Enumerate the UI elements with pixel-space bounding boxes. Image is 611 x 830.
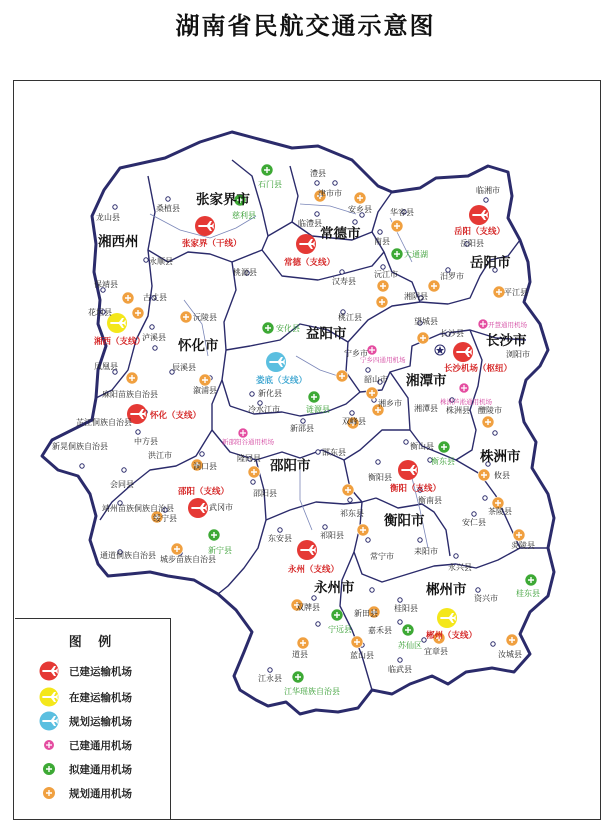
- county-label: 醴陵市: [478, 406, 502, 415]
- city-label: 长沙市: [486, 333, 527, 349]
- county-label: 宁乡市: [344, 349, 368, 358]
- legend: [15, 618, 171, 819]
- county-label: 洪江市: [148, 451, 172, 460]
- airport-label: 怀化（支线）: [150, 411, 202, 421]
- city-label: 郴州市: [426, 582, 467, 598]
- county-label: 望城县: [414, 317, 438, 326]
- general-airport-label: 衡东县: [431, 457, 455, 466]
- county-label: 武冈市: [209, 503, 233, 512]
- county-label: 永顺县: [149, 257, 173, 266]
- airport-label: 邵阳（支线）: [178, 487, 230, 497]
- county-label: 古丈县: [143, 293, 167, 302]
- county-label: 泸溪县: [142, 333, 166, 342]
- county-label: 邵阳县: [253, 489, 277, 498]
- general-airport-label: 桂东县: [516, 589, 540, 598]
- county-label: 绥宁县: [153, 514, 177, 523]
- county-label: 东安县: [268, 534, 292, 543]
- under-construction-airport-icon: [39, 687, 59, 707]
- airport-label: 衡阳（支线）: [390, 484, 442, 494]
- legend-item-built-transport: [39, 661, 132, 681]
- legend-item-proposed-general: [39, 759, 132, 779]
- county-label: 道县: [292, 650, 308, 659]
- county-label: 湘乡市: [378, 399, 402, 408]
- county-label: 临武县: [388, 665, 412, 674]
- county-label: 新化县: [258, 389, 282, 398]
- legend-label: 已建运输机场: [69, 665, 132, 678]
- general-airport-label: 涟源县: [306, 405, 330, 414]
- county-label: 沅江市: [374, 270, 398, 279]
- county-label: 南县: [374, 237, 390, 246]
- airport-label: 长沙机场（枢纽）: [444, 364, 513, 374]
- general-airport-label: 江华瑶族自治县: [284, 687, 340, 696]
- county-label: 衡阳县: [368, 473, 392, 482]
- county-label: 洞口县: [193, 462, 217, 471]
- planned-general-airport-icon: [39, 783, 59, 803]
- airport-label: 娄底（支线）: [256, 376, 308, 386]
- county-label: 浏阳市: [506, 350, 530, 359]
- general-airport-label: 大通湖: [404, 250, 428, 259]
- legend-item-planned-transport: [39, 711, 132, 731]
- city-label: 湘潭市: [406, 373, 447, 389]
- planned-transport-airport-icon: [39, 711, 59, 731]
- city-label: 邵阳市: [270, 458, 311, 474]
- county-label: 澧县: [310, 169, 326, 178]
- county-label: 永兴县: [448, 563, 472, 572]
- general-airport-label: 株洲芦淞通用机场: [440, 398, 492, 406]
- general-airport-label: 新宁县: [208, 546, 232, 555]
- county-label: 耒阳市: [414, 547, 438, 556]
- city-label: 永州市: [314, 580, 355, 596]
- built-transport-airport-icon: [39, 661, 59, 681]
- airport-label: 岳阳（支线）: [454, 227, 506, 237]
- city-label: 怀化市: [178, 338, 219, 354]
- county-label: 冷水江市: [248, 405, 280, 414]
- county-label: 长沙县: [440, 329, 464, 338]
- county-label: 宜章县: [424, 647, 448, 656]
- airport-label: 郴州（支线）: [426, 631, 478, 641]
- county-label: 花垣县: [88, 308, 112, 317]
- county-label: 安仁县: [462, 518, 486, 527]
- legend-item-built-general: [39, 735, 132, 755]
- legend-label: 拟建通用机场: [69, 763, 132, 776]
- general-airport-label: 安化县: [276, 324, 300, 333]
- county-label: 龙山县: [96, 213, 120, 222]
- county-label: 双牌县: [296, 603, 320, 612]
- city-label: 张家界市: [196, 192, 250, 208]
- county-label: 嘉禾县: [368, 626, 392, 635]
- county-label: 麻阳苗族自治县: [102, 390, 158, 399]
- county-label: 祁阳县: [320, 531, 344, 540]
- county-label: 邵东县: [322, 448, 346, 457]
- city-label: 益阳市: [306, 326, 347, 342]
- general-airport-label: 新邵阳谷通用机场: [222, 438, 274, 446]
- county-label: 芷江侗族自治县: [76, 418, 132, 427]
- county-label: 株洲县: [446, 406, 470, 415]
- county-label: 江永县: [258, 674, 282, 683]
- city-label: 常德市: [320, 226, 361, 242]
- county-label: 安乡县: [348, 205, 372, 214]
- airport-label: 湘西（支线）: [94, 337, 146, 347]
- general-airport-label: 宁远县: [328, 625, 352, 634]
- airport-label: 张家界（干线）: [182, 239, 242, 249]
- county-label: 中方县: [134, 437, 158, 446]
- county-label: 城步苗族自治县: [160, 555, 216, 564]
- county-label: 临湘市: [476, 186, 500, 195]
- county-label: 通道侗族自治县: [100, 551, 156, 560]
- county-label: 蓝山县: [350, 651, 374, 660]
- county-label: 双峰县: [342, 417, 366, 426]
- county-label: 湘阴县: [404, 292, 428, 301]
- county-label: 汝城县: [498, 650, 522, 659]
- county-label: 桑植县: [156, 204, 180, 213]
- county-label: 辰溪县: [172, 363, 196, 372]
- built-general-airport-icon: [39, 735, 59, 755]
- county-label: 炎陵县: [511, 541, 535, 550]
- general-airport-label: 石门县: [258, 180, 282, 189]
- general-airport-label: 苏仙区: [398, 641, 422, 650]
- county-label: 汉寿县: [332, 277, 356, 286]
- county-label: 新田县: [354, 609, 378, 618]
- legend-label: 已建通用机场: [69, 739, 132, 752]
- city-label: 岳阳市: [470, 255, 511, 271]
- county-label: 临澧县: [298, 219, 322, 228]
- county-label: 隆回县: [237, 454, 261, 463]
- county-label: 保靖县: [94, 280, 118, 289]
- legend-item-planned-general: [39, 783, 132, 803]
- general-airport-label: 宁乡四通用机场: [360, 356, 406, 364]
- airport-label: 常德（支线）: [284, 258, 336, 268]
- county-label: 衡南县: [418, 496, 442, 505]
- county-label: 新晃侗族自治县: [52, 442, 108, 451]
- city-label: 衡阳市: [384, 513, 425, 529]
- county-label: 华容县: [390, 208, 414, 217]
- county-label: 津市市: [318, 189, 342, 198]
- city-label: 株洲市: [480, 449, 521, 465]
- county-label: 茶陵县: [488, 507, 512, 516]
- county-label: 桃源县: [233, 268, 257, 277]
- county-label: 桂阳县: [394, 604, 418, 613]
- county-label: 资兴市: [474, 594, 498, 603]
- county-label: 平江县: [504, 288, 528, 297]
- page-title: 湖南省民航交通示意图: [175, 11, 436, 40]
- legend-title: 图 例: [68, 635, 118, 650]
- county-label: 攸县: [494, 471, 510, 480]
- county-label: 祁东县: [340, 509, 364, 518]
- county-label: 凤凰县: [94, 362, 118, 371]
- legend-label: 在建运输机场: [69, 691, 132, 704]
- county-label: 沅陵县: [193, 313, 217, 322]
- county-label: 汨罗市: [440, 272, 464, 281]
- county-label: 常宁市: [370, 552, 394, 561]
- county-label: 衡山县: [410, 442, 434, 451]
- city-label: 湘西州: [98, 234, 139, 250]
- legend-item-under-construction-transport: [39, 687, 132, 707]
- county-label: 湘潭县: [414, 404, 438, 413]
- county-label: 岳阳县: [460, 239, 484, 248]
- general-airport-label: 慈利县: [232, 211, 256, 220]
- county-label: 桃江县: [338, 313, 362, 322]
- general-airport-label: 开慧通用机场: [488, 321, 527, 329]
- airport-label: 永州（支线）: [288, 565, 340, 575]
- county-label: 新邵县: [290, 424, 314, 433]
- legend-label: 规划通用机场: [69, 787, 132, 800]
- legend-label: 规划运输机场: [69, 715, 132, 728]
- county-label: 韶山市: [364, 375, 388, 384]
- county-label: 会同县: [110, 480, 134, 489]
- proposed-general-airport-icon: [39, 759, 59, 779]
- county-label: 靖州苗族侗族自治县: [102, 504, 174, 513]
- county-label: 溆浦县: [193, 386, 217, 395]
